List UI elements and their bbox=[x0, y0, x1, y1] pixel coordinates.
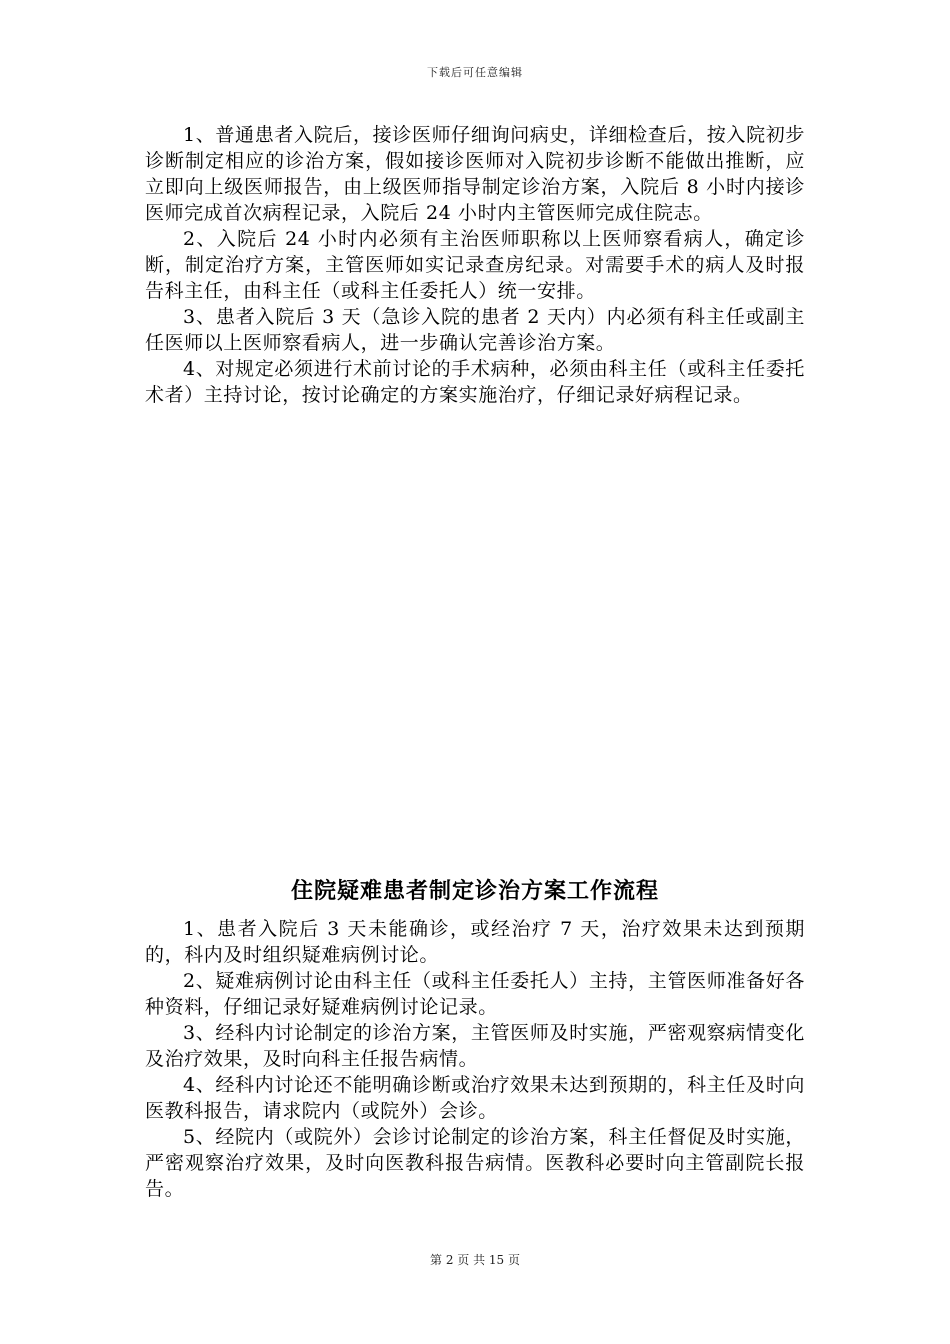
workflow-step-3: 3、经科内讨论制定的诊治方案，主管医师及时实施，严密观察病情变化及治疗效果，及时向科主任报告病情。 bbox=[145, 1022, 805, 1070]
difficult-case-workflow-section bbox=[145, 876, 805, 1202]
workflow-step-4: 4、经科内讨论还不能明确诊断或治疗效果未达到预期的，科主任及时向医教科报告，请求院内（或院外）会诊。 bbox=[145, 1074, 805, 1122]
workflow-step-2: 2、疑难病例讨论由科主任（或科主任委托人）主持，主管医师准备好各种资料，仔细记录好疑难病例讨论记录。 bbox=[145, 970, 805, 1018]
workflow-step-5: 5、经院内（或院外）会诊讨论制定的诊治方案，科主任督促及时实施，严密观察治疗效果，及时向医教科报告病情。医教科必要时向主管副院长报告。 bbox=[145, 1126, 805, 1200]
paragraph-1: 1、普通患者入院后，接诊医师仔细询问病史，详细检查后，按入院初步诊断制定相应的诊治方案，假如接诊医师对入院初步诊断不能做出推断，应立即向上级医师报告，由上级医师指导制定诊治方案，入院后 8 小时内接诊医师完成首次病程记录，入院后 24 小时内主管医师完成住院志。 bbox=[145, 124, 805, 224]
workflow-step-1: 1、患者入院后 3 天未能确诊，或经治疗 7 天，治疗效果未达到预期的，科内及时组织疑难病例讨论。 bbox=[145, 918, 805, 966]
section-title: 住院疑难患者制定诊治方案工作流程 bbox=[290, 878, 659, 904]
paragraph-2: 2、入院后 24 小时内必须有主治医师职称以上医师察看病人，确定诊断，制定治疗方案，主管医师如实记录查房纪录。对需要手术的病人及时报告科主任，由科主任（或科主任委托人）统一安排。 bbox=[145, 228, 805, 302]
admission-procedure-section bbox=[145, 122, 805, 408]
paragraph-3: 3、患者入院后 3 天（急诊入院的患者 2 天内）内必须有科主任或副主任医师以上医师察看病人，进一步确认完善诊治方案。 bbox=[145, 306, 805, 354]
page-header-note: 下载后可任意编辑 bbox=[427, 66, 523, 79]
page-number-footer: 第 2 页 共 15 页 bbox=[430, 1253, 520, 1267]
paragraph-4: 4、对规定必须进行术前讨论的手术病种，必须由科主任（或科主任委托术者）主持讨论，按讨论确定的方案实施治疗，仔细记录好病程记录。 bbox=[145, 358, 805, 406]
